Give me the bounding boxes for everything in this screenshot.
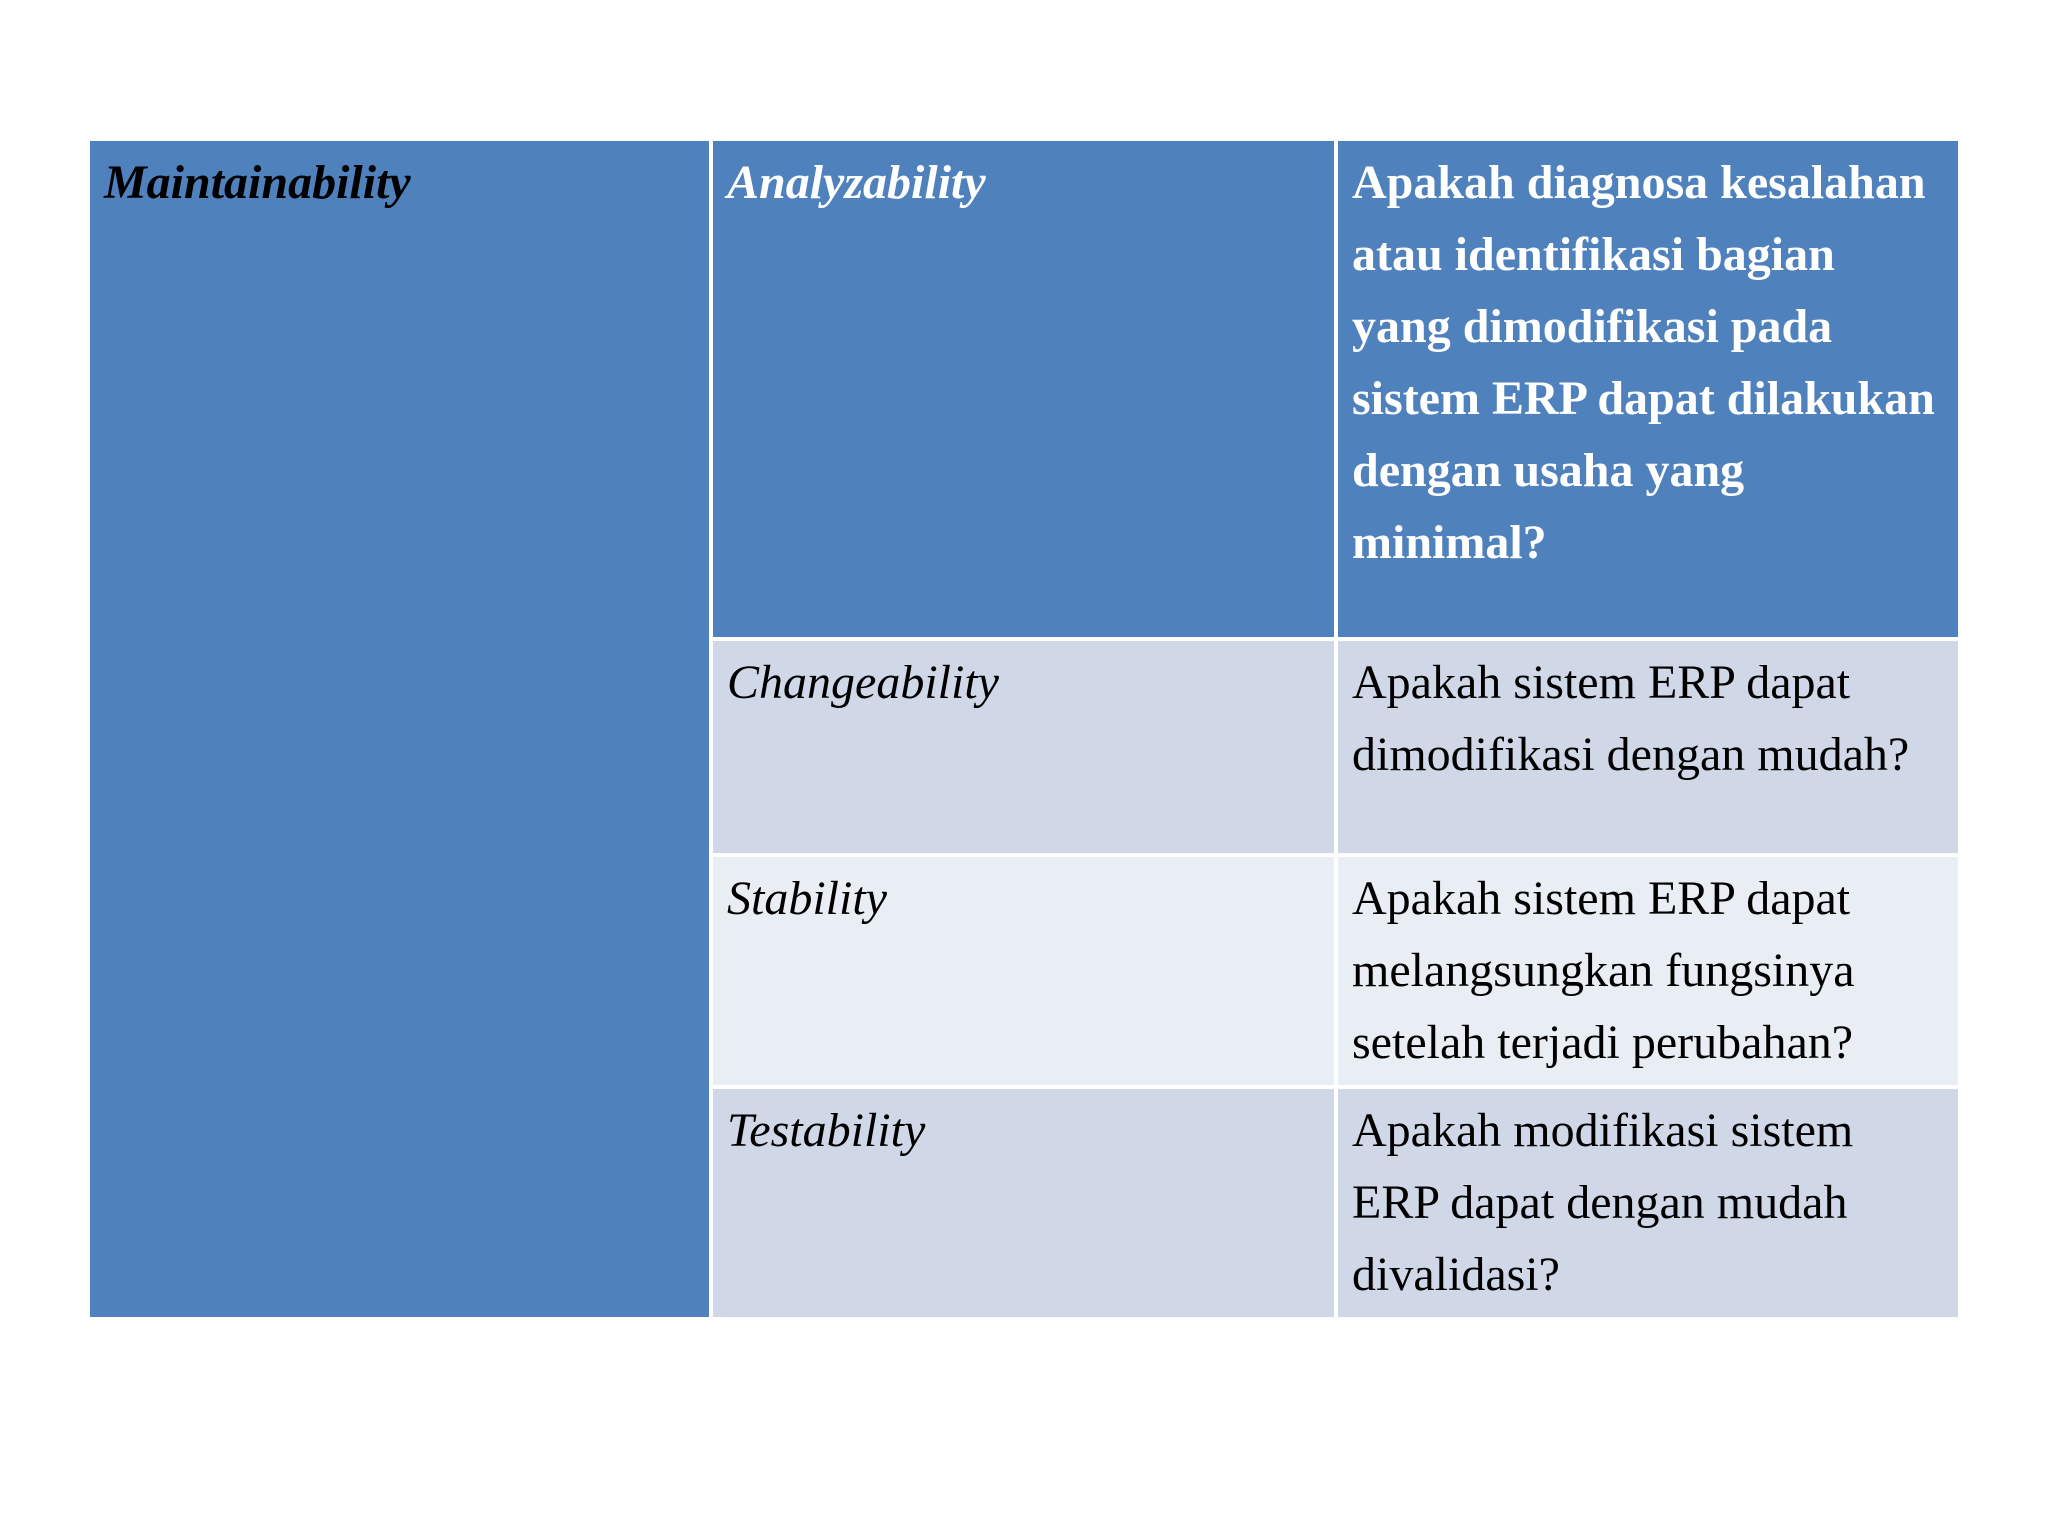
subcharacteristic-cell: Analyzability [711, 139, 1336, 639]
question-cell: Apakah modifikasi sistem ERP dapat dengan mudah divalidasi? [1336, 1087, 1960, 1319]
subcharacteristic-cell: Testability [711, 1087, 1336, 1319]
subcharacteristic-cell: Stability [711, 855, 1336, 1087]
characteristic-cell: Maintainability [88, 139, 711, 1319]
subcharacteristic-cell: Changeability [711, 639, 1336, 855]
quality-table [86, 137, 1962, 1321]
table-row [88, 139, 1960, 639]
question-cell: Apakah sistem ERP dapat melangsungkan fungsinya setelah terjadi perubahan? [1336, 855, 1960, 1087]
question-cell: Apakah sistem ERP dapat dimodifikasi dengan mudah? [1336, 639, 1960, 855]
question-cell: Apakah diagnosa kesalahan atau identifikasi bagian yang dimodifikasi pada sistem ERP dapat dilakukan dengan usaha yang minimal? [1336, 139, 1960, 639]
